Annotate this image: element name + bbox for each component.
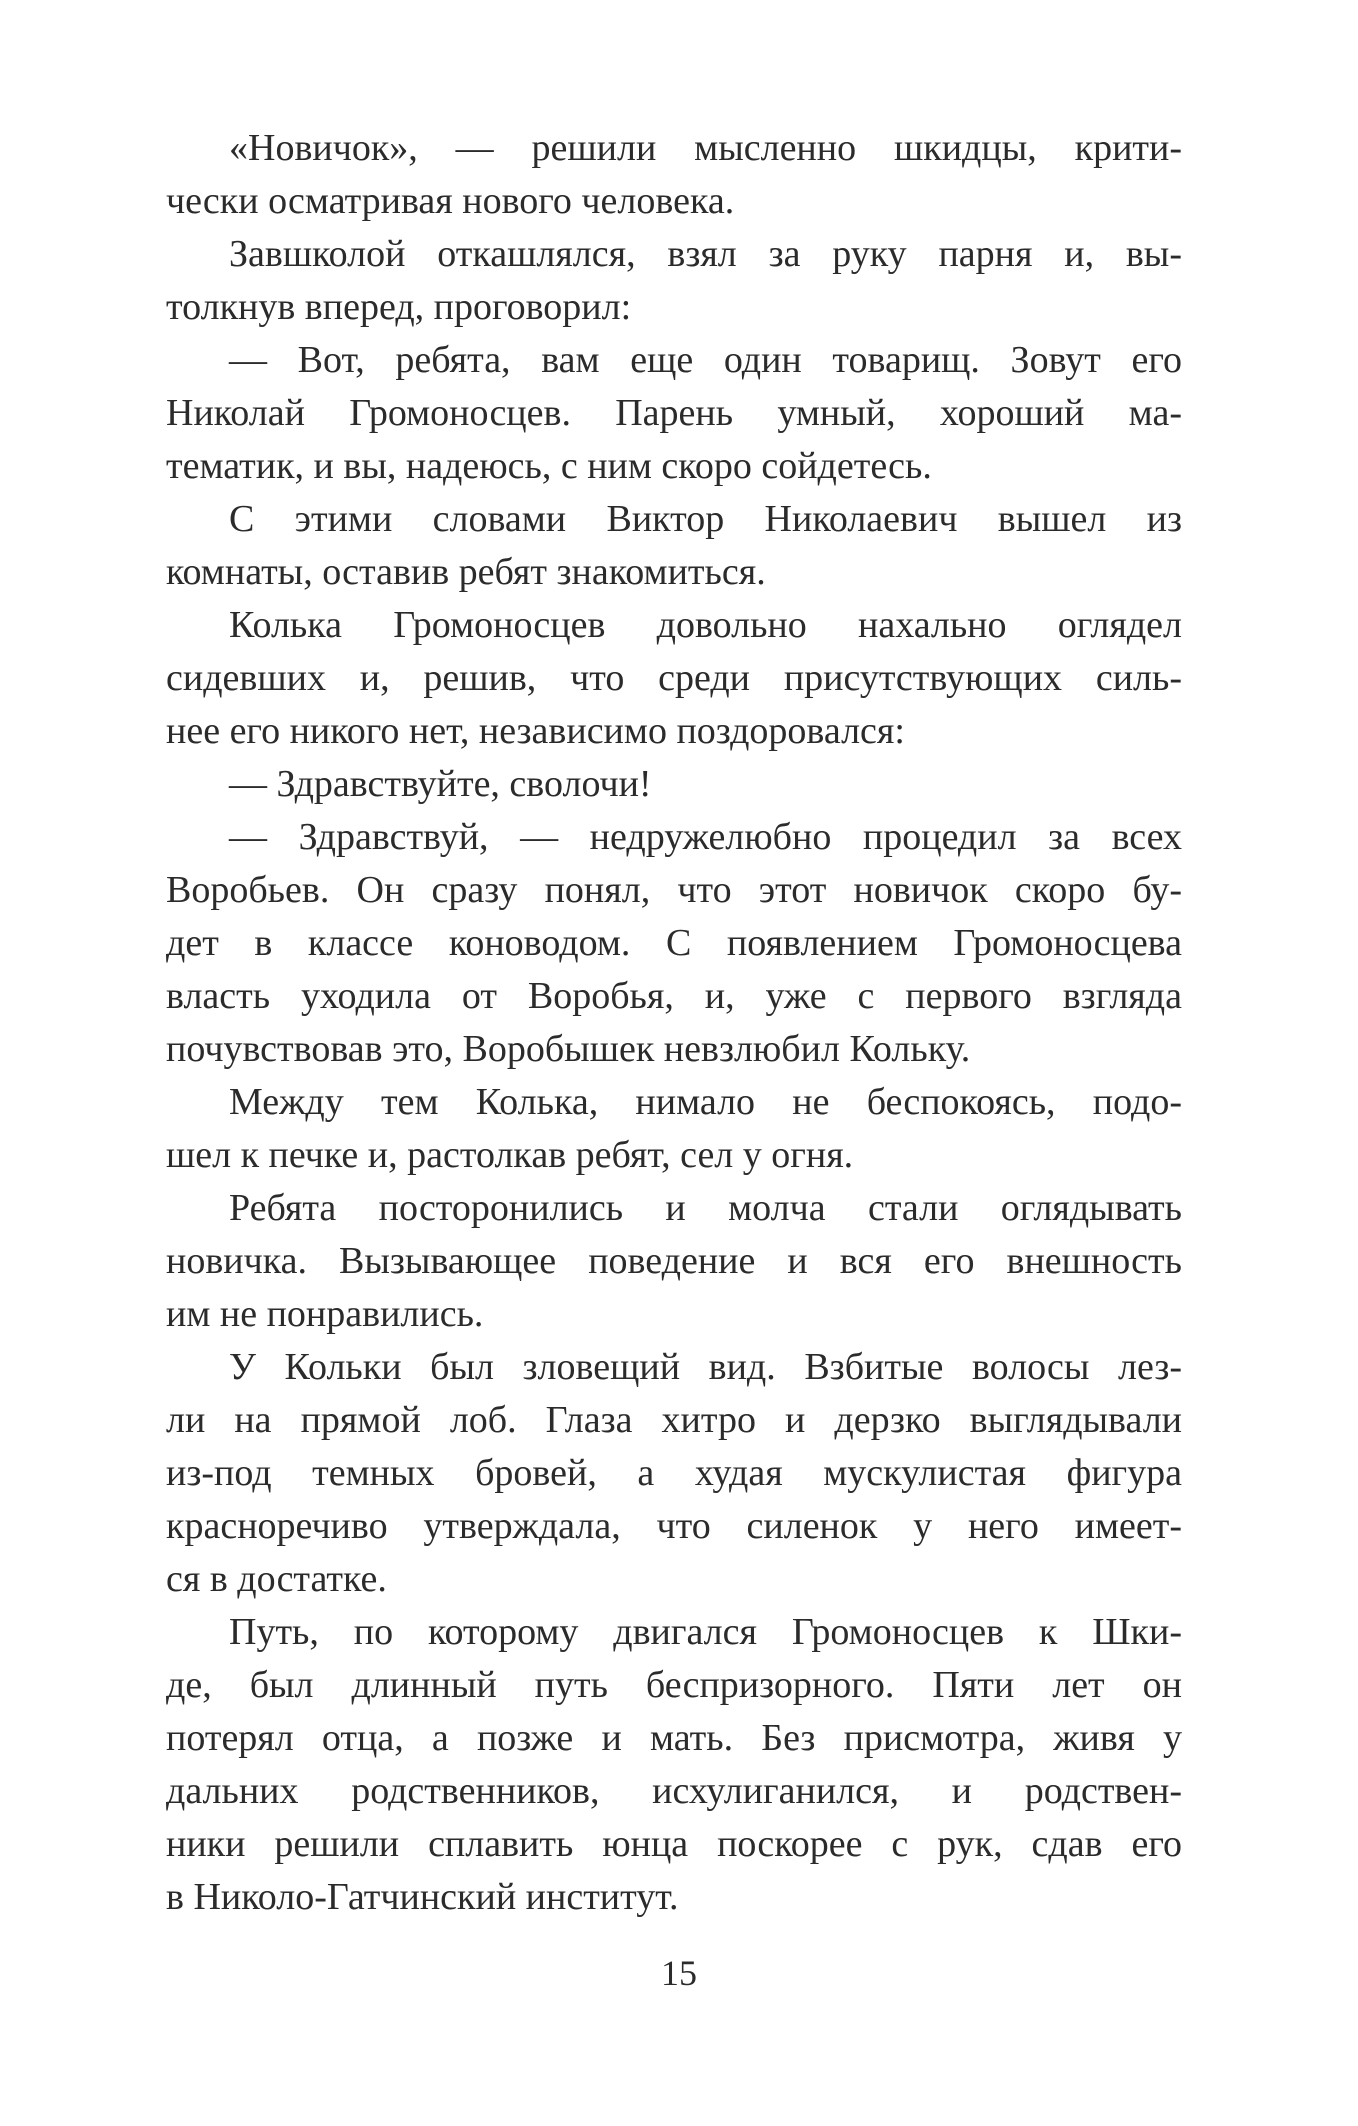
- text-line: из-под темных бровей, а худая мускулистая фигура: [166, 1452, 1182, 1494]
- text-line: С этими словами Виктор Николаевич вышел из: [229, 498, 1182, 540]
- text-line: красноречиво утверждала, что силенок у него имеет-: [166, 1505, 1182, 1547]
- text-line: сидевших и, решив, что среди присутствующих силь-: [166, 657, 1182, 699]
- text-line: ли на прямой лоб. Глаза хитро и дерзко выглядывали: [166, 1399, 1182, 1441]
- text-line: Завшколой откашлялся, взял за руку парня и, вы-: [229, 233, 1182, 275]
- text-line: Между тем Колька, нимало не беспокоясь, подо-: [229, 1081, 1182, 1123]
- text-line: У Кольки был зловещий вид. Взбитые волосы лез-: [229, 1346, 1182, 1388]
- text-line: ники решили сплавить юнца поскорее с рук, сдав его: [166, 1823, 1182, 1865]
- text-line: новичка. Вызывающее поведение и вся его внешность: [166, 1240, 1182, 1282]
- text-line: комнаты, оставив ребят знакомиться.: [166, 551, 766, 593]
- text-line: — Здравствуй, — недружелюбно процедил за всех: [229, 816, 1182, 858]
- text-line: нее его никого нет, независимо поздоровался:: [166, 710, 905, 752]
- text-line: почувствовав это, Воробышек невзлюбил Кольку.: [166, 1028, 971, 1070]
- text-line: в Николо-Гатчинский институт.: [166, 1876, 679, 1918]
- text-line: ся в достатке.: [166, 1558, 387, 1600]
- text-line: шел к печке и, растолкав ребят, сел у огня.: [166, 1134, 854, 1176]
- text-line: тематик, и вы, надеюсь, с ним скоро сойдетесь.: [166, 445, 932, 487]
- text-line: толкнув вперед, проговорил:: [166, 286, 632, 328]
- text-line: Ребята посторонились и молча стали оглядывать: [229, 1187, 1182, 1229]
- text-line: Воробьев. Он сразу понял, что этот новичок скоро бу-: [166, 869, 1182, 911]
- text-line: Колька Громоносцев довольно нахально оглядел: [229, 604, 1182, 646]
- text-line: чески осматривая нового человека.: [166, 180, 735, 222]
- text-line: де, был длинный путь беспризорного. Пяти лет он: [166, 1664, 1182, 1706]
- text-line: потерял отца, а позже и мать. Без присмотра, живя у: [166, 1717, 1182, 1759]
- text-line: Николай Громоносцев. Парень умный, хороший ма-: [166, 392, 1182, 434]
- text-line: — Вот, ребята, вам еще один товарищ. Зовут его: [229, 339, 1182, 381]
- text-line: дет в классе коноводом. С появлением Громоносцева: [166, 922, 1182, 964]
- text-line: Путь, по которому двигался Громоносцев к Шки-: [229, 1611, 1182, 1653]
- text-line: дальних родственников, исхулиганился, и родствен-: [166, 1770, 1182, 1812]
- body-text: [166, 122, 1182, 1924]
- text-line: «Новичок», — решили мысленно шкидцы, крити-: [229, 127, 1182, 169]
- text-line: власть уходила от Воробья, и, уже с первого взгляда: [166, 975, 1182, 1017]
- text-line: им не понравились.: [166, 1293, 484, 1335]
- page-number: 15: [661, 1953, 697, 1993]
- text-line: — Здравствуйте, сволочи!: [229, 763, 652, 805]
